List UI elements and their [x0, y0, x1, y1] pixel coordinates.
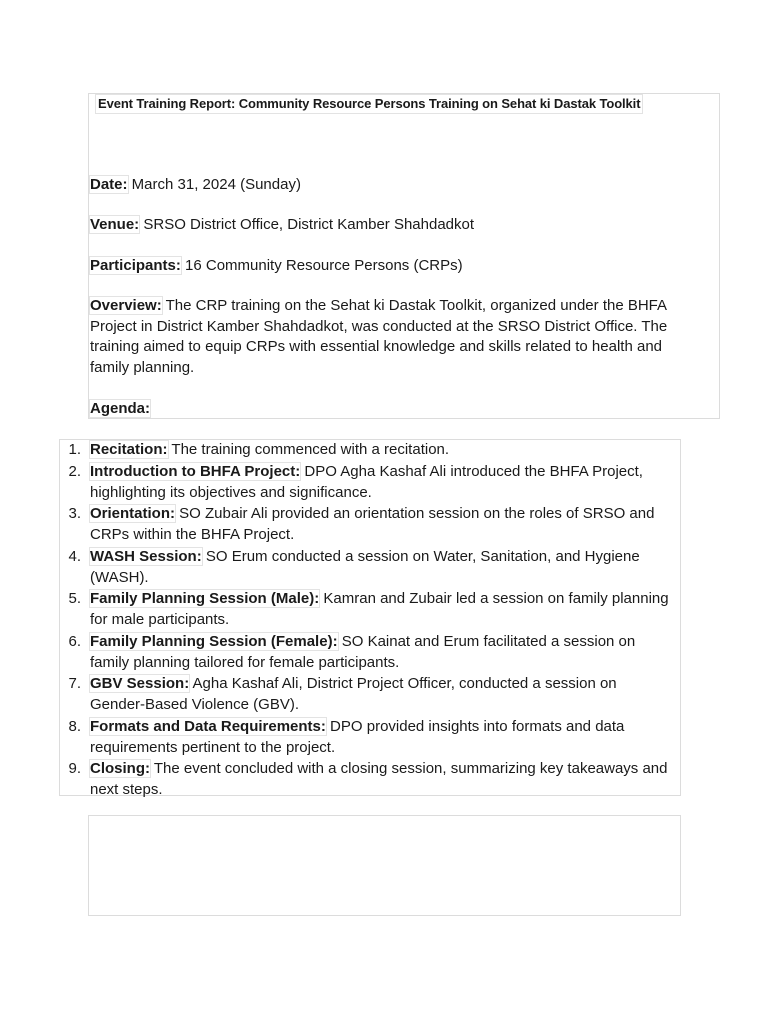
list-item-text: Agha Kashaf Ali, District Project Officer, conducted a session on Gender-Based Violence (GBV).	[90, 675, 617, 713]
list-item-label: Closing:	[90, 760, 150, 777]
empty-text-frame	[88, 815, 681, 916]
overview-text: The CRP training on the Sehat ki Dastak Toolkit, organized under the BHFA Project in District Kamber Shahdadkot, was conducted at the SRSO District Office. The training aimed to equip CRPs with essential knowledge and skills related to health and family planning.	[90, 297, 668, 376]
list-item-text: The event concluded with a closing session, summarizing key takeaways and next steps.	[90, 760, 668, 798]
list-item-text: SO Zubair Ali provided an orientation session on the roles of SRSO and CRPs within the BHFA Project.	[90, 505, 655, 543]
list-item	[59, 546, 681, 588]
list-item-label: WASH Session:	[90, 547, 202, 565]
participants-line	[90, 255, 463, 276]
date-value: March 31, 2024 (Sunday)	[127, 176, 301, 193]
list-item-label: Family Planning Session (Male):	[90, 590, 320, 607]
list-item-number: 5.	[68, 590, 81, 607]
list-item-number: 7.	[68, 675, 81, 692]
agenda-list	[59, 439, 681, 801]
list-item-label: Introduction to BHFA Project:	[90, 462, 301, 480]
participants-value: 16 Community Resource Persons (CRPs)	[180, 257, 463, 274]
venue-label: Venue:	[90, 216, 140, 233]
list-item	[59, 461, 681, 503]
list-item-label: Family Planning Session (Female):	[90, 632, 338, 650]
agenda-label: Agenda:	[90, 400, 150, 417]
list-item-label: Formats and Data Requirements:	[90, 717, 326, 735]
list-item-number: 8.	[68, 717, 81, 735]
list-item-text: DPO provided insights into formats and data requirements pertinent to the project.	[90, 717, 625, 756]
list-item	[59, 503, 681, 545]
list-item	[59, 758, 681, 800]
participants-label: Participants:	[90, 257, 181, 274]
list-item	[59, 673, 681, 715]
list-item-label: GBV Session:	[90, 675, 190, 692]
report-title: Event Training Report: Community Resource Persons Training on Sehat ki Dastak Toolkit	[95, 94, 643, 114]
list-item-text: DPO Agha Kashaf Ali introduced the BHFA Project, highlighting its objectives and significance.	[90, 462, 643, 501]
list-item-label: Recitation:	[90, 441, 168, 458]
list-item-text: SO Kainat and Erum facilitated a session on family planning tailored for female participants.	[90, 632, 636, 671]
agenda-heading	[90, 398, 150, 419]
list-item-number: 9.	[68, 760, 81, 777]
list-item-label: Orientation:	[90, 505, 175, 522]
list-item	[59, 439, 681, 460]
list-item-text: Kamran and Zubair led a session on family planning for male participants.	[90, 590, 669, 628]
list-item-text: The training commenced with a recitation.	[167, 441, 450, 458]
overview-label: Overview:	[90, 297, 162, 314]
list-item-number: 6.	[68, 632, 81, 650]
list-item	[59, 631, 681, 673]
list-item-number: 3.	[68, 505, 81, 522]
list-item-number: 4.	[68, 547, 81, 565]
venue-value: SRSO District Office, District Kamber Shahdadkot	[139, 216, 475, 233]
overview-paragraph	[90, 296, 690, 378]
list-item-number: 1.	[68, 441, 81, 458]
date-label: Date:	[90, 176, 128, 193]
list-item	[59, 716, 681, 758]
list-item-text: SO Erum conducted a session on Water, Sanitation, and Hygiene (WASH).	[90, 547, 640, 586]
list-item	[59, 588, 681, 630]
venue-line	[90, 214, 474, 235]
date-line	[90, 174, 301, 195]
list-item-number: 2.	[68, 462, 81, 480]
